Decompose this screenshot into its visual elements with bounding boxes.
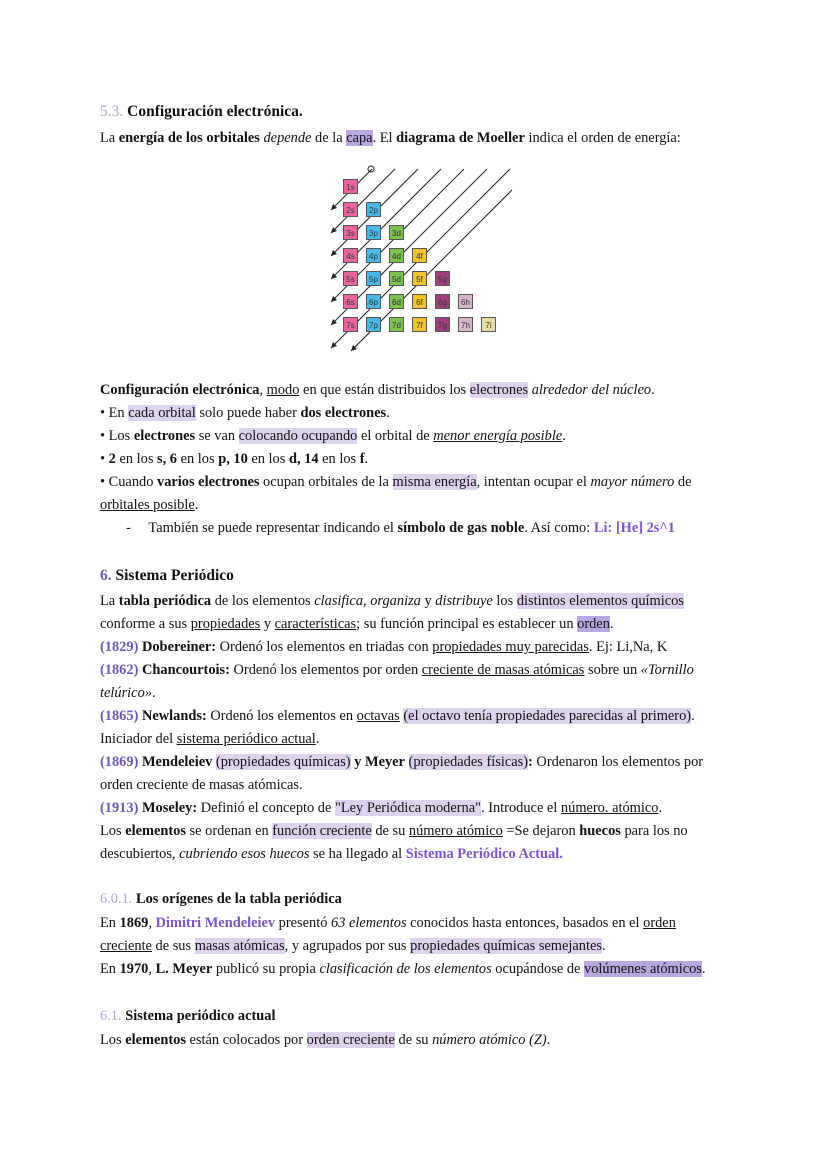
text-bold: f	[359, 451, 365, 467]
history-1829	[100, 637, 667, 657]
year: (1829)	[100, 639, 139, 655]
orbital-cell-1s: 1s	[343, 179, 358, 194]
highlight: masas atómicas	[194, 938, 285, 954]
scientist-name: Moseley:	[138, 800, 198, 816]
text-bold: símbolo de gas noble	[397, 520, 525, 536]
text: Ordenaron los elementos por	[532, 754, 704, 770]
s61-l1	[100, 1030, 550, 1050]
s6-p1	[100, 591, 684, 611]
text-bold: 2	[108, 451, 116, 467]
orbital-cell-4p: 4p	[366, 248, 381, 263]
text: publicó su propia	[212, 961, 320, 977]
highlight: colocando ocupando	[238, 428, 358, 444]
orbital-cell-7i: 7i	[481, 317, 496, 332]
highlight: (el octavo tenía propiedades parecidas al primero)	[403, 708, 692, 724]
text: Ordenó los elementos en	[206, 708, 357, 724]
highlight: (propiedades físicas)	[408, 754, 529, 770]
text: indica el orden de energía:	[524, 130, 681, 146]
text: Los	[100, 1032, 126, 1048]
text: Los	[100, 823, 126, 839]
orbital-cell-2p: 2p	[366, 202, 381, 217]
text-bold: 1970	[119, 961, 149, 977]
text: están colocados por	[185, 1032, 307, 1048]
section-number: 6.	[100, 567, 112, 584]
bullet-4	[100, 472, 691, 492]
bullet-2	[100, 426, 566, 446]
text-italic: número atómico (Z)	[432, 1032, 547, 1048]
text: .	[609, 616, 614, 632]
text-bold: varios electrones	[157, 474, 260, 490]
text-bold: p, 10	[218, 451, 248, 467]
text: conforme a sus	[100, 616, 191, 632]
text: • Cuando	[100, 474, 158, 490]
text: en los	[247, 451, 289, 467]
text-bold: electrones	[133, 428, 196, 444]
conf-definition	[100, 380, 655, 400]
text: de su	[371, 823, 409, 839]
text-underline: orden	[643, 915, 676, 931]
year: (1862)	[100, 662, 139, 678]
highlight: (propiedades químicas)	[215, 754, 351, 770]
text: .	[701, 961, 706, 977]
text-italic: 63 elementos	[331, 915, 407, 931]
text-bold: energía de los orbitales	[118, 130, 260, 146]
text: , intentan ocupar el	[476, 474, 591, 490]
history-1913	[100, 798, 662, 818]
text: La	[100, 130, 119, 146]
section-6-0-1-heading	[100, 889, 342, 909]
orbital-cell-3s: 3s	[343, 225, 358, 240]
text: de la	[311, 130, 347, 146]
scientist-name: y Meyer	[350, 754, 405, 770]
scientist-name: Dobereiner:	[138, 639, 217, 655]
text: conocidos hasta entonces, basados en el	[406, 915, 644, 931]
text-italic: «Tornillo	[640, 662, 694, 678]
text: Definió el concepto de	[197, 800, 335, 816]
text-italic: telúrico»	[100, 685, 152, 701]
text: La	[100, 593, 119, 609]
text: ,	[259, 382, 267, 398]
text-underline: número atómico	[408, 823, 503, 839]
text: en los	[318, 451, 360, 467]
orbital-cell-7p: 7p	[366, 317, 381, 332]
text-bold: 1869	[119, 915, 149, 931]
text-underline: características	[274, 616, 357, 632]
text-underline: sistema periódico actual	[176, 731, 316, 747]
moeller-diagram	[327, 165, 517, 355]
text: Ordenó los elementos por orden	[229, 662, 422, 678]
text: de sus	[151, 938, 195, 954]
highlight: cada orbital	[128, 405, 196, 421]
text: solo puede haber	[195, 405, 301, 421]
orbital-cell-4f: 4f	[412, 248, 427, 263]
section-6-heading	[100, 566, 234, 586]
history-1865-cont	[100, 729, 319, 749]
moeller-intro	[100, 128, 681, 148]
orbital-cell-5s: 5s	[343, 271, 358, 286]
orbital-cell-7g: 7g	[435, 317, 450, 332]
text: y	[420, 593, 436, 609]
text-bold: tabla periódica	[118, 593, 212, 609]
text-bold: s, 6	[157, 451, 178, 467]
elements-order-cont	[100, 844, 563, 864]
history-1862	[100, 660, 694, 680]
elements-order	[100, 821, 688, 841]
dash: -	[126, 520, 131, 536]
s601-l3	[100, 959, 706, 979]
text-underline: número. atómico	[560, 800, 659, 816]
text: de su	[394, 1032, 433, 1048]
text-underline: orbitales posible	[100, 497, 195, 513]
section-title: Sistema periódico actual	[121, 1008, 276, 1024]
text: • Los	[100, 428, 134, 444]
section-number: 5.3.	[100, 103, 124, 120]
text-bold: dos electrones	[300, 405, 387, 421]
text: =Se dejaron	[502, 823, 580, 839]
text: en los	[177, 451, 219, 467]
text-italic: alrededor del núcleo	[531, 382, 652, 398]
text-italic: clasificación de los elementos	[319, 961, 492, 977]
text: se van	[195, 428, 239, 444]
text: descubiertos,	[100, 846, 180, 862]
highlight: orden creciente	[306, 1032, 395, 1048]
text: Ordenó los elementos en triadas con	[216, 639, 433, 655]
orbital-cell-7s: 7s	[343, 317, 358, 332]
history-1869	[100, 752, 703, 772]
text: se ha llegado al	[309, 846, 406, 862]
orbital-cell-2s: 2s	[343, 202, 358, 217]
text-underline: creciente de masas atómicas	[421, 662, 585, 678]
text: .	[562, 428, 566, 444]
example-formula: Li: [He] 2s^1	[593, 520, 675, 536]
highlight: "Ley Periódica moderna"	[334, 800, 481, 816]
text: de los elementos	[211, 593, 315, 609]
text-bold: elementos	[125, 823, 186, 839]
text: .	[691, 708, 695, 724]
history-1865	[100, 706, 695, 726]
orbital-cell-6p: 6p	[366, 294, 381, 309]
section-number: 6.1.	[100, 1008, 122, 1024]
orbital-cell-4d: 4d	[389, 248, 404, 263]
text: de	[674, 474, 692, 490]
text: .	[546, 1032, 551, 1048]
orbital-cell-7h: 7h	[458, 317, 473, 332]
text-bold: L. Meyer	[155, 961, 213, 977]
text-italic: organiza	[370, 593, 421, 609]
dash-note	[126, 518, 675, 538]
highlight: propiedades químicas semejantes	[410, 938, 602, 954]
orbital-cell-6s: 6s	[343, 294, 358, 309]
text-italic: depende	[263, 130, 312, 146]
text-italic: mayor número	[590, 474, 675, 490]
highlight: misma energía	[392, 474, 477, 490]
text-italic: distribuye	[435, 593, 493, 609]
section-6-1-heading	[100, 1006, 275, 1026]
orbital-cell-5f: 5f	[412, 271, 427, 286]
s601-l1	[100, 913, 676, 933]
section-5-3-heading	[100, 102, 303, 122]
text: . Ej: Li,Na, K	[588, 639, 668, 655]
text: .	[315, 731, 320, 747]
text: en los	[115, 451, 158, 467]
text-underline: octavas	[356, 708, 400, 724]
scientist-name: Newlands:	[138, 708, 207, 724]
text-bold: diagrama de Moeller	[396, 130, 525, 146]
highlight: función creciente	[272, 823, 372, 839]
text-underline: creciente	[100, 938, 152, 954]
text: ocupándose de	[491, 961, 584, 977]
orbital-cell-5d: 5d	[389, 271, 404, 286]
text-italic: clasifica	[314, 593, 364, 609]
highlight: distintos elementos químicos	[516, 593, 684, 609]
section-title: Los orígenes de la tabla periódica	[132, 891, 342, 907]
text: .	[658, 800, 663, 816]
text-bold: elementos	[125, 1032, 186, 1048]
text: También se puede representar indicando el	[148, 520, 398, 536]
text: . Así como:	[524, 520, 594, 536]
text-bold: huecos	[579, 823, 621, 839]
bullet-1	[100, 403, 390, 423]
text-underline: propiedades	[190, 616, 261, 632]
text: ; su función principal es establecer un	[356, 616, 578, 632]
history-1869-cont	[100, 775, 303, 795]
text: . El	[372, 130, 397, 146]
text-italic: cubriendo esos huecos	[179, 846, 310, 862]
text: . Introduce el	[481, 800, 561, 816]
s6-p2	[100, 614, 614, 634]
scientist-name: Chancourtois:	[138, 662, 230, 678]
text: el orbital de	[357, 428, 434, 444]
section-title: Configuración electrónica.	[127, 103, 303, 120]
text: presentó	[275, 915, 332, 931]
text: en que están distribuidos los	[299, 382, 470, 398]
text: los	[492, 593, 517, 609]
highlight-purple: Dimitri Mendeleiev	[155, 915, 276, 931]
highlight-purple: Sistema Periódico Actual.	[405, 846, 563, 862]
text-bold: :	[528, 754, 533, 770]
history-1862-cont	[100, 683, 156, 703]
text: • En	[100, 405, 129, 421]
text: Iniciador del	[100, 731, 177, 747]
orbital-cell-6d: 6d	[389, 294, 404, 309]
section-title: Sistema Periódico	[115, 567, 234, 584]
text: .	[386, 405, 390, 421]
text: , y agrupados por sus	[284, 938, 411, 954]
text: .	[601, 938, 606, 954]
orbital-cell-4s: 4s	[343, 248, 358, 263]
text: •	[100, 451, 109, 467]
scientist-name: Mendeleiev	[138, 754, 213, 770]
orbital-cell-3p: 3p	[366, 225, 381, 240]
orbital-cell-7d: 7d	[389, 317, 404, 332]
orbital-cell-6g: 6g	[435, 294, 450, 309]
text-underline: propiedades muy parecidas	[432, 639, 589, 655]
text: En	[100, 961, 120, 977]
bullet-3	[100, 449, 368, 469]
orbital-cell-6f: 6f	[412, 294, 427, 309]
text: .	[651, 382, 655, 398]
year: (1913)	[100, 800, 139, 816]
text: ,	[148, 915, 156, 931]
highlight: electrones	[469, 382, 529, 398]
text: ,	[148, 961, 156, 977]
text-italic-underline: menor energía posible	[433, 428, 563, 444]
orbital-cell-7f: 7f	[412, 317, 427, 332]
s601-l2	[100, 936, 606, 956]
orbital-cell-5p: 5p	[366, 271, 381, 286]
orbital-cell-5g: 5g	[435, 271, 450, 286]
section-number: 6.0.1.	[100, 891, 133, 907]
text: ,	[363, 593, 371, 609]
moeller-start-circle	[368, 166, 374, 172]
text: se ordenan en	[185, 823, 273, 839]
text: ocupan orbitales de la	[259, 474, 393, 490]
highlight-capa: capa	[346, 130, 373, 146]
bullet-4-cont	[100, 495, 198, 515]
text-bold: d, 14	[288, 451, 319, 467]
text: orden creciente de masas atómicas.	[100, 777, 303, 793]
year: (1869)	[100, 754, 139, 770]
text-underline: modo	[266, 382, 300, 398]
text: .	[151, 685, 156, 701]
text: sobre un	[584, 662, 641, 678]
orbital-cell-6h: 6h	[458, 294, 473, 309]
year: (1865)	[100, 708, 139, 724]
highlight: orden	[577, 616, 610, 632]
highlight-strong: volúmenes atómicos	[584, 961, 702, 977]
text: .	[194, 497, 199, 513]
orbital-cell-3d: 3d	[389, 225, 404, 240]
text: y	[260, 616, 275, 632]
text	[405, 754, 409, 770]
text: para los no	[620, 823, 688, 839]
text: En	[100, 915, 120, 931]
text-bold: Configuración electrónica	[100, 382, 260, 398]
text: .	[364, 451, 369, 467]
